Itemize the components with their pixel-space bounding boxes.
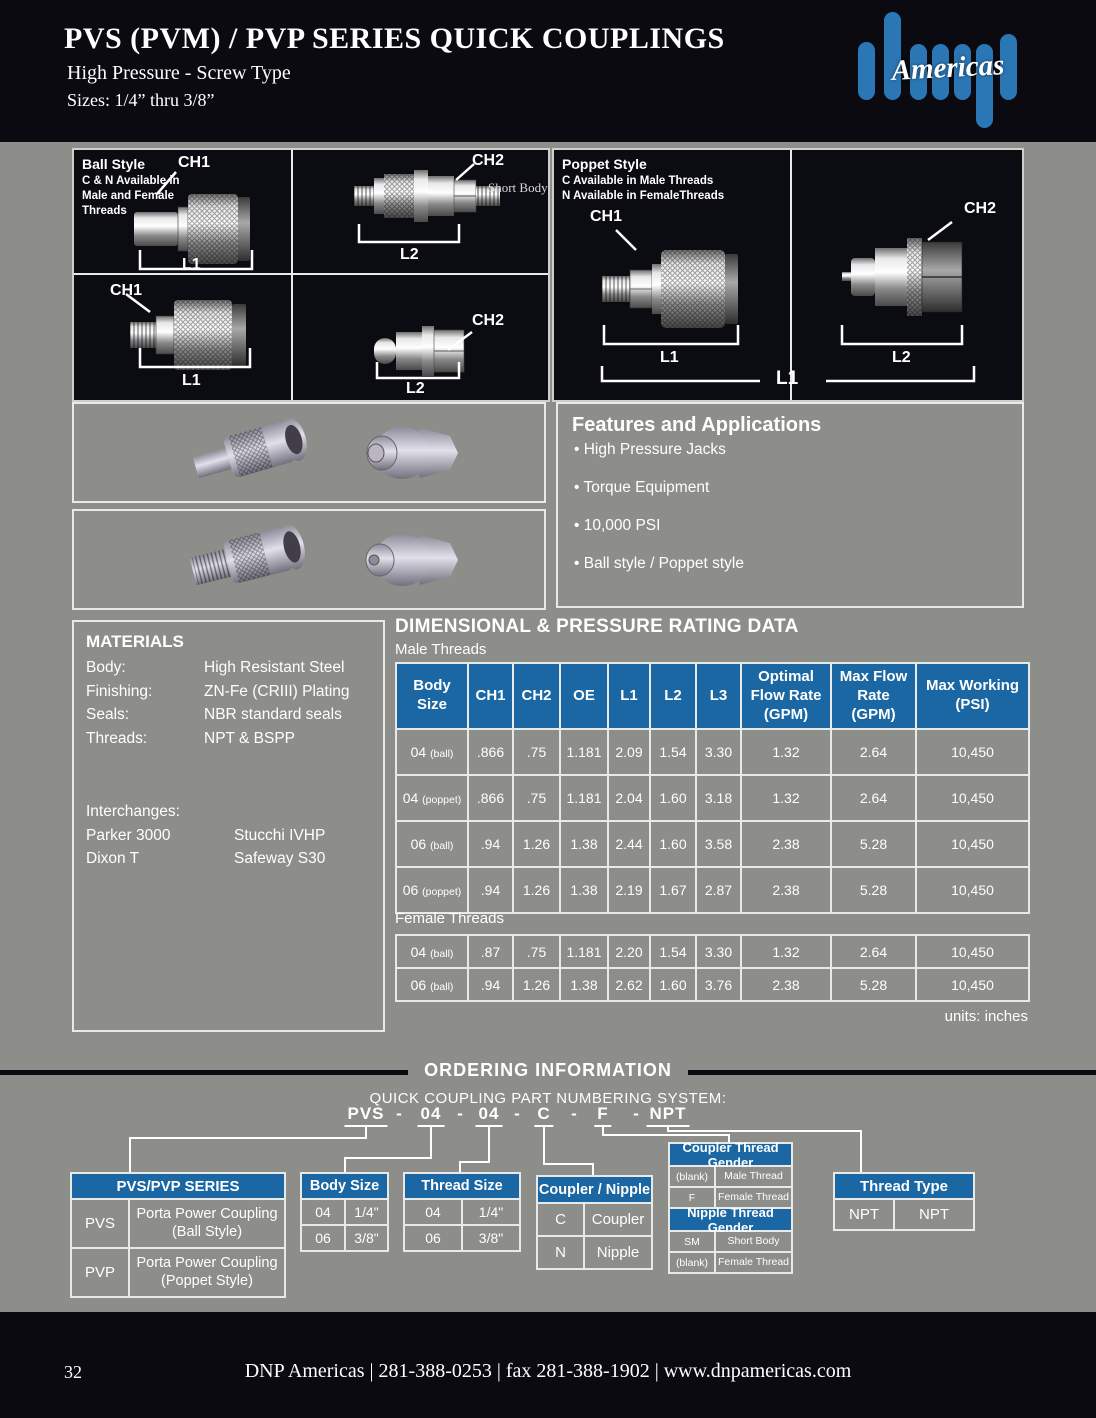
table-row: [396, 968, 1029, 1001]
kv-key: Threads:: [86, 729, 148, 747]
column-header: Max Working (PSI): [916, 663, 1029, 729]
kv-value: Coupler: [591, 1210, 645, 1228]
nipple-thread-gender-header: Nipple Thread Gender: [670, 1209, 791, 1232]
kv-key: PVS: [72, 1200, 130, 1247]
ball-style-note: C & N Available in Male and Female Threads: [82, 175, 180, 217]
kv-value: Porta Power Coupling (Poppet Style): [136, 1255, 278, 1289]
kv-value: 3/8": [478, 1229, 504, 1246]
l2-label: L2: [400, 246, 419, 263]
page-header: [0, 0, 1096, 142]
male-threads-label: Male Threads: [395, 641, 487, 658]
poppet-style-diagram-panel: [552, 148, 1024, 402]
poppet-style-note2: N Available in FemaleThreads: [562, 190, 725, 202]
series-table-rows: [72, 1200, 284, 1296]
table-cell: 1.67: [650, 867, 696, 913]
table-cell: 5.28: [831, 968, 916, 1001]
thread-type-table-header: Thread Type: [835, 1174, 973, 1200]
coupler-render: [187, 522, 309, 594]
table-cell: 1.32: [741, 775, 831, 821]
kv-row: [86, 703, 383, 727]
body-size-table: [300, 1172, 389, 1252]
page-footer: [0, 1312, 1096, 1418]
kv-value: 1/4": [478, 1203, 504, 1220]
female-threads-table: [395, 934, 1030, 1002]
table-cell: .94: [468, 821, 513, 867]
kv-row: [835, 1200, 973, 1229]
nipple-render: [367, 427, 458, 479]
ball-nipple-drawing: [374, 326, 464, 376]
coupler-nipple-table-rows: [538, 1204, 651, 1268]
table-row: [396, 775, 1029, 821]
table-cell: 1.38: [560, 867, 608, 913]
part-segment-dash: -: [571, 1104, 577, 1123]
kv-row: [72, 1200, 284, 1247]
table-cell: 10,450: [916, 821, 1029, 867]
page-number: 32: [64, 1362, 82, 1382]
table-cell: 1.32: [741, 935, 831, 968]
column-header: Max Flow Rate (GPM): [831, 663, 916, 729]
page-sizes: Sizes: 1/4” thru 3/8”: [67, 90, 215, 110]
table-row: [396, 729, 1029, 775]
kv-value: Female Thread: [717, 1191, 789, 1204]
table-cell: 1.181: [560, 935, 608, 968]
interchanges-title: Interchanges:: [86, 803, 180, 820]
column-header: OE: [560, 663, 608, 729]
table-cell: 2.38: [741, 821, 831, 867]
kv-row: [670, 1167, 791, 1186]
column-header: Body Size: [396, 663, 468, 729]
list-item: • High Pressure Jacks: [574, 441, 1022, 459]
table-cell: .87: [468, 935, 513, 968]
ch1-label: CH1: [590, 208, 623, 225]
logo-americas-text: Americas: [890, 49, 1006, 87]
list-item: • Torque Equipment: [574, 479, 1022, 497]
list-item: • Ball style / Poppet style: [574, 555, 1022, 573]
l2-label: L2: [892, 349, 911, 366]
table-cell: 2.64: [831, 935, 916, 968]
kv-row: [670, 1232, 791, 1251]
product-photo-box-1: [72, 402, 546, 503]
kv-row: [538, 1204, 651, 1235]
column-header: Optimal Flow Rate (GPM): [741, 663, 831, 729]
ordering-title: ORDERING INFORMATION: [408, 1060, 688, 1081]
table-row: [396, 935, 1029, 968]
kv-row: [538, 1235, 651, 1268]
kv-key: 04: [405, 1200, 463, 1224]
table-cell: 1.38: [560, 968, 608, 1001]
male-threads-table: [395, 662, 1030, 914]
kv-value: Safeway S30: [234, 850, 326, 867]
table-cell: 2.19: [608, 867, 650, 913]
poppet-nipple-drawing: [842, 238, 962, 316]
kv-key: Parker 3000: [86, 826, 171, 844]
ch1-label: CH1: [178, 154, 211, 171]
female-threads-label: Female Threads: [395, 910, 504, 927]
table-cell: 1.54: [650, 935, 696, 968]
table-cell: 5.28: [831, 867, 916, 913]
kv-key: C: [538, 1204, 585, 1235]
kv-row: [86, 847, 383, 871]
table-cell: 10,450: [916, 935, 1029, 968]
kv-row: [302, 1224, 387, 1250]
table-cell: .75: [513, 775, 560, 821]
kv-value: Stucchi IVHP: [234, 826, 326, 844]
features-box: [556, 402, 1024, 608]
table-cell: 1.60: [650, 968, 696, 1001]
table-cell: 10,450: [916, 867, 1029, 913]
dimensional-title: DIMENSIONAL & PRESSURE RATING DATA: [395, 616, 799, 637]
kv-key: F: [670, 1188, 716, 1207]
part-segment: 04: [418, 1104, 445, 1127]
kv-row: [72, 1247, 284, 1296]
short-body-nipple-drawing: [354, 170, 500, 222]
table-cell: 1.26: [513, 968, 560, 1001]
page-subtitle: High Pressure - Screw Type: [67, 62, 291, 84]
kv-key: Dixon T: [86, 850, 140, 867]
materials-title: MATERIALS: [86, 632, 184, 651]
table-cell: 1.181: [560, 729, 608, 775]
table-cell: 2.38: [741, 968, 831, 1001]
table-cell: 1.26: [513, 867, 560, 913]
kv-value: NPT & BSPP: [204, 729, 296, 747]
kv-row: [86, 824, 383, 848]
table-cell: 2.64: [831, 729, 916, 775]
part-segment-dash: -: [396, 1104, 402, 1123]
thread-size-table-rows: [405, 1200, 519, 1250]
table-cell: 06 (ball): [396, 821, 468, 867]
thread-size-table-header: Thread Size: [405, 1174, 519, 1200]
table-cell: 04 (poppet): [396, 775, 468, 821]
kv-row: [86, 727, 383, 751]
kv-row: [405, 1224, 519, 1250]
table-cell: .866: [468, 729, 513, 775]
coupler-render: [190, 415, 312, 489]
table-cell: .94: [468, 867, 513, 913]
table-cell: 10,450: [916, 775, 1029, 821]
table-cell: .866: [468, 775, 513, 821]
table-row: [396, 867, 1029, 913]
kv-key: 06: [302, 1226, 346, 1250]
series-table-header: PVS/PVP SERIES: [72, 1174, 284, 1200]
table-cell: 1.181: [560, 775, 608, 821]
coupler-thread-gender-table: [668, 1139, 793, 1209]
table-cell: 2.44: [608, 821, 650, 867]
table-row: [396, 821, 1029, 867]
product-renders-1: [74, 404, 544, 501]
ch2-label: CH2: [472, 312, 505, 329]
poppet-style-note1: C Available in Male Threads: [562, 175, 714, 187]
materials-box: [72, 620, 385, 1032]
table-cell: 04 (ball): [396, 935, 468, 968]
table-cell: 2.64: [831, 775, 916, 821]
kv-value: NPT: [919, 1205, 949, 1223]
part-segment: 04: [476, 1104, 503, 1127]
page-title: PVS (PVM) / PVP SERIES QUICK COUPLINGS: [64, 22, 725, 55]
column-header: L1: [608, 663, 650, 729]
nipple-thread-gender-table: [668, 1204, 793, 1274]
ch1-label: CH1: [110, 282, 143, 299]
table-cell: 3.58: [696, 821, 741, 867]
product-renders-2: [74, 511, 544, 608]
ball-style-diagram-panel: [72, 148, 550, 402]
table-cell: 2.38: [741, 867, 831, 913]
part-segment: NPT: [647, 1104, 690, 1127]
table-cell: 2.87: [696, 867, 741, 913]
kv-key: SM: [670, 1232, 716, 1251]
table-cell: 1.60: [650, 775, 696, 821]
column-header: CH1: [468, 663, 513, 729]
coupler-thread-gender-rows: [670, 1167, 791, 1207]
kv-key: PVP: [72, 1249, 130, 1296]
dnp-logo: [848, 8, 1048, 134]
kv-key: (blank): [670, 1167, 716, 1186]
table-cell: 1.60: [650, 821, 696, 867]
product-photo-box-2: [72, 509, 546, 610]
kv-value: Female Thread: [717, 1256, 789, 1269]
l1-label: L1: [660, 349, 679, 366]
part-segment: PVS: [344, 1104, 387, 1127]
table-cell: 06 (ball): [396, 968, 468, 1001]
thread-size-table: [403, 1172, 521, 1252]
materials-rows: [86, 656, 383, 750]
features-list: [574, 441, 1022, 573]
column-header: L2: [650, 663, 696, 729]
table-cell: 3.18: [696, 775, 741, 821]
thread-type-table-rows: [835, 1200, 973, 1229]
kv-value: 3/8": [354, 1229, 379, 1246]
l1-overall-label: L1: [776, 368, 799, 389]
table-cell: 10,450: [916, 968, 1029, 1001]
coupler-nipple-table: [536, 1175, 653, 1270]
kv-value: High Resistant Steel: [204, 659, 345, 676]
kv-value: Porta Power Coupling (Ball Style): [136, 1206, 278, 1240]
nipple-render: [366, 534, 458, 586]
kv-key: Body:: [86, 659, 126, 676]
kv-row: [86, 656, 383, 680]
kv-key: Finishing:: [86, 682, 153, 700]
ch2-label: CH2: [472, 152, 505, 169]
poppet-style-title: Poppet Style: [562, 156, 647, 172]
series-table: [70, 1172, 286, 1298]
part-segment-dash: -: [457, 1104, 463, 1123]
table-cell: 06 (poppet): [396, 867, 468, 913]
table-cell: 3.30: [696, 935, 741, 968]
table-cell: 1.32: [741, 729, 831, 775]
l2-label: L2: [406, 380, 425, 397]
coupler-thread-gender-header: Coupler Thread Gender: [670, 1144, 791, 1167]
list-item: • 10,000 PSI: [574, 517, 1022, 535]
table-cell: .94: [468, 968, 513, 1001]
table-cell: 3.30: [696, 729, 741, 775]
table-cell: 04 (ball): [396, 729, 468, 775]
part-segment: C: [534, 1104, 553, 1127]
table-cell: 2.09: [608, 729, 650, 775]
interchanges-rows: [86, 824, 383, 871]
ball-style-title: Ball Style: [82, 156, 146, 172]
table-cell: .75: [513, 729, 560, 775]
ordering-subtitle: QUICK COUPLING PART NUMBERING SYSTEM:: [369, 1090, 727, 1107]
table-cell: 5.28: [831, 821, 916, 867]
kv-value: Male Thread: [724, 1170, 783, 1183]
footer-contact: DNP Americas | 281-388-0253 | fax 281-388-1902 | www.dnpamericas.com: [244, 1360, 852, 1382]
l1-label: L1: [182, 256, 201, 273]
kv-key: 04: [302, 1200, 346, 1224]
table-header-row: [396, 663, 1029, 729]
column-header: CH2: [513, 663, 560, 729]
table-cell: 1.54: [650, 729, 696, 775]
table-cell: 1.38: [560, 821, 608, 867]
kv-key: 06: [405, 1226, 463, 1250]
table-cell: 3.76: [696, 968, 741, 1001]
poppet-coupler-drawing: [602, 250, 738, 328]
units-note: units: inches: [944, 1008, 1028, 1025]
kv-row: [405, 1200, 519, 1224]
part-segment-dash: -: [514, 1104, 520, 1123]
part-segment-dash: -: [633, 1104, 639, 1123]
column-header: L3: [696, 663, 741, 729]
l1-label: L1: [182, 372, 201, 389]
kv-row: [302, 1200, 387, 1224]
features-title: Features and Applications: [572, 414, 822, 436]
kv-value: NBR standard seals: [204, 706, 342, 723]
kv-key: NPT: [835, 1200, 895, 1229]
ch2-label: CH2: [964, 200, 997, 217]
body-size-table-header: Body Size: [302, 1174, 387, 1200]
short-body-label: Short Body: [488, 180, 548, 195]
kv-value: Short Body: [727, 1235, 780, 1248]
kv-row: [670, 1251, 791, 1272]
table-cell: 2.20: [608, 935, 650, 968]
kv-row: [86, 680, 383, 704]
table-cell: 2.04: [608, 775, 650, 821]
nipple-thread-gender-rows: [670, 1232, 791, 1272]
table-cell: 2.62: [608, 968, 650, 1001]
part-segment: F: [594, 1104, 611, 1127]
kv-value: Nipple: [596, 1243, 640, 1261]
body-size-table-rows: [302, 1200, 387, 1250]
kv-key: N: [538, 1237, 585, 1268]
table-cell: 1.26: [513, 821, 560, 867]
kv-key: (blank): [670, 1253, 716, 1272]
kv-key: Seals:: [86, 706, 130, 723]
table-cell: .75: [513, 935, 560, 968]
table-cell: 10,450: [916, 729, 1029, 775]
thread-type-table: [833, 1172, 975, 1231]
kv-value: ZN-Fe (CRIII) Plating: [204, 682, 350, 700]
coupler-nipple-table-header: Coupler / Nipple: [538, 1177, 651, 1204]
kv-value: 1/4": [354, 1203, 379, 1220]
